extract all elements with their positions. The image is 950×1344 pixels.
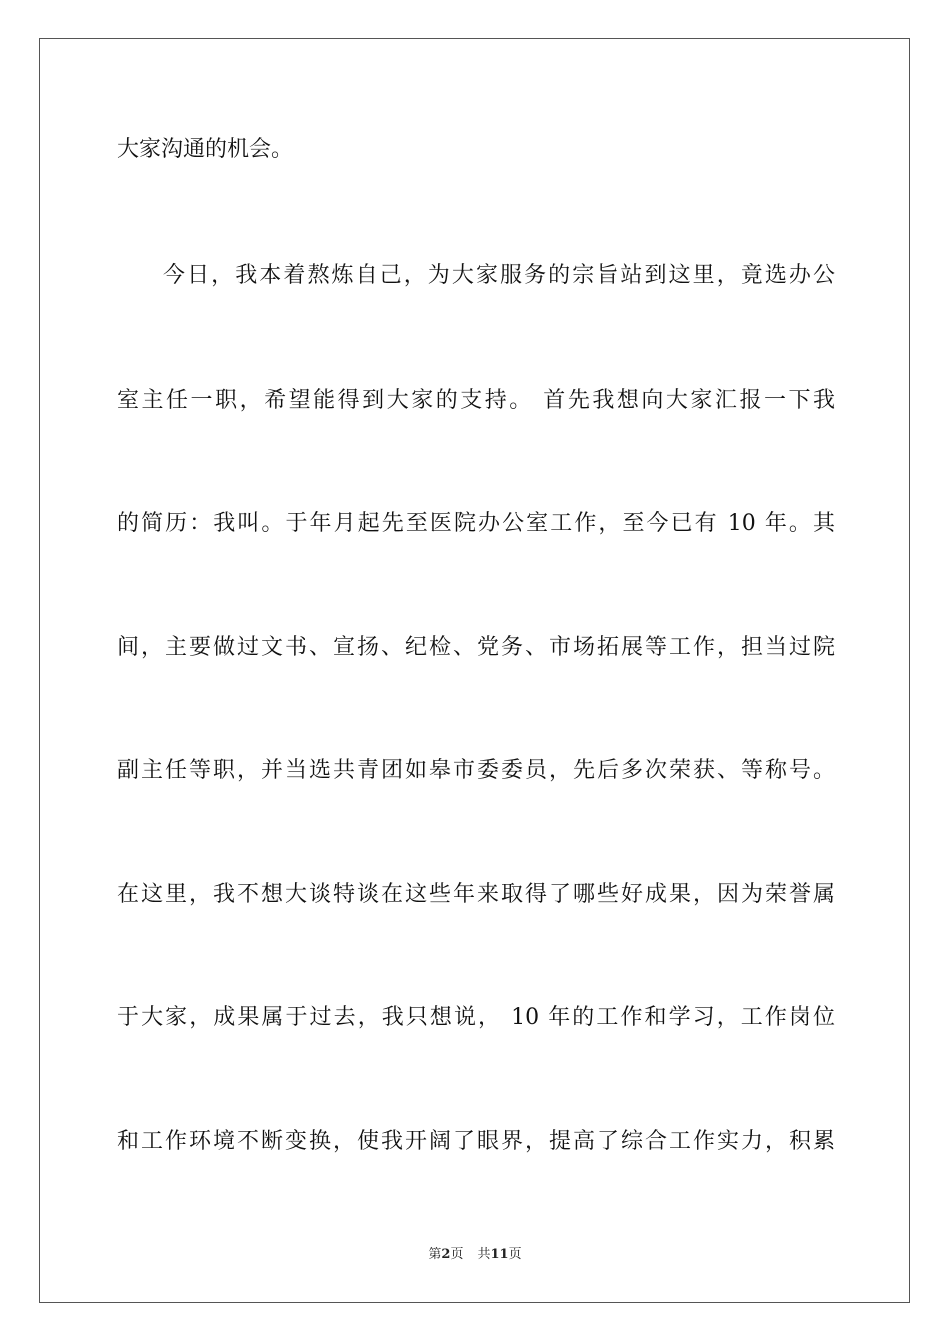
footer-page-prefix: 第	[428, 1247, 442, 1262]
footer-total-suffix: 页	[508, 1247, 522, 1262]
paragraph-line-5: 间，主要做过文书、宣扬、纪检、党务、市场拓展等工作，担当过院	[117, 635, 835, 660]
footer-total-prefix: 共	[477, 1247, 491, 1262]
footer-page-number: 2	[441, 1247, 451, 1262]
paragraph-line-4: 的简历：我叫。于年月起先至医院办公室工作，至今已有 10 年。其	[117, 511, 835, 536]
paragraph-line-6: 副主任等职，并当选共青团如皋市委委员，先后多次荣获、等称号。	[117, 758, 835, 783]
paragraph-line-2: 今日，我本着熬炼自己，为大家服务的宗旨站到这里，竟选办公	[163, 263, 835, 288]
paragraph-line-3: 室主任一职，希望能得到大家的支持。 首先我想向大家汇报一下我	[117, 388, 835, 413]
page-footer	[0, 1247, 950, 1263]
paragraph-line-9: 和工作环境不断变换，使我开阔了眼界，提高了综合工作实力，积累	[117, 1129, 835, 1154]
paragraph-line-8: 于大家，成果属于过去，我只想说， 10 年的工作和学习，工作岗位	[117, 1005, 835, 1030]
paragraph-line-7: 在这里，我不想大谈特谈在这些年来取得了哪些好成果，因为荣誉属	[117, 882, 835, 907]
footer-total-pages: 11	[490, 1247, 509, 1262]
paragraph-line-1: 大家沟通的机会。	[117, 137, 294, 162]
page-border	[39, 38, 910, 1303]
footer-page-suffix: 页	[450, 1247, 464, 1262]
